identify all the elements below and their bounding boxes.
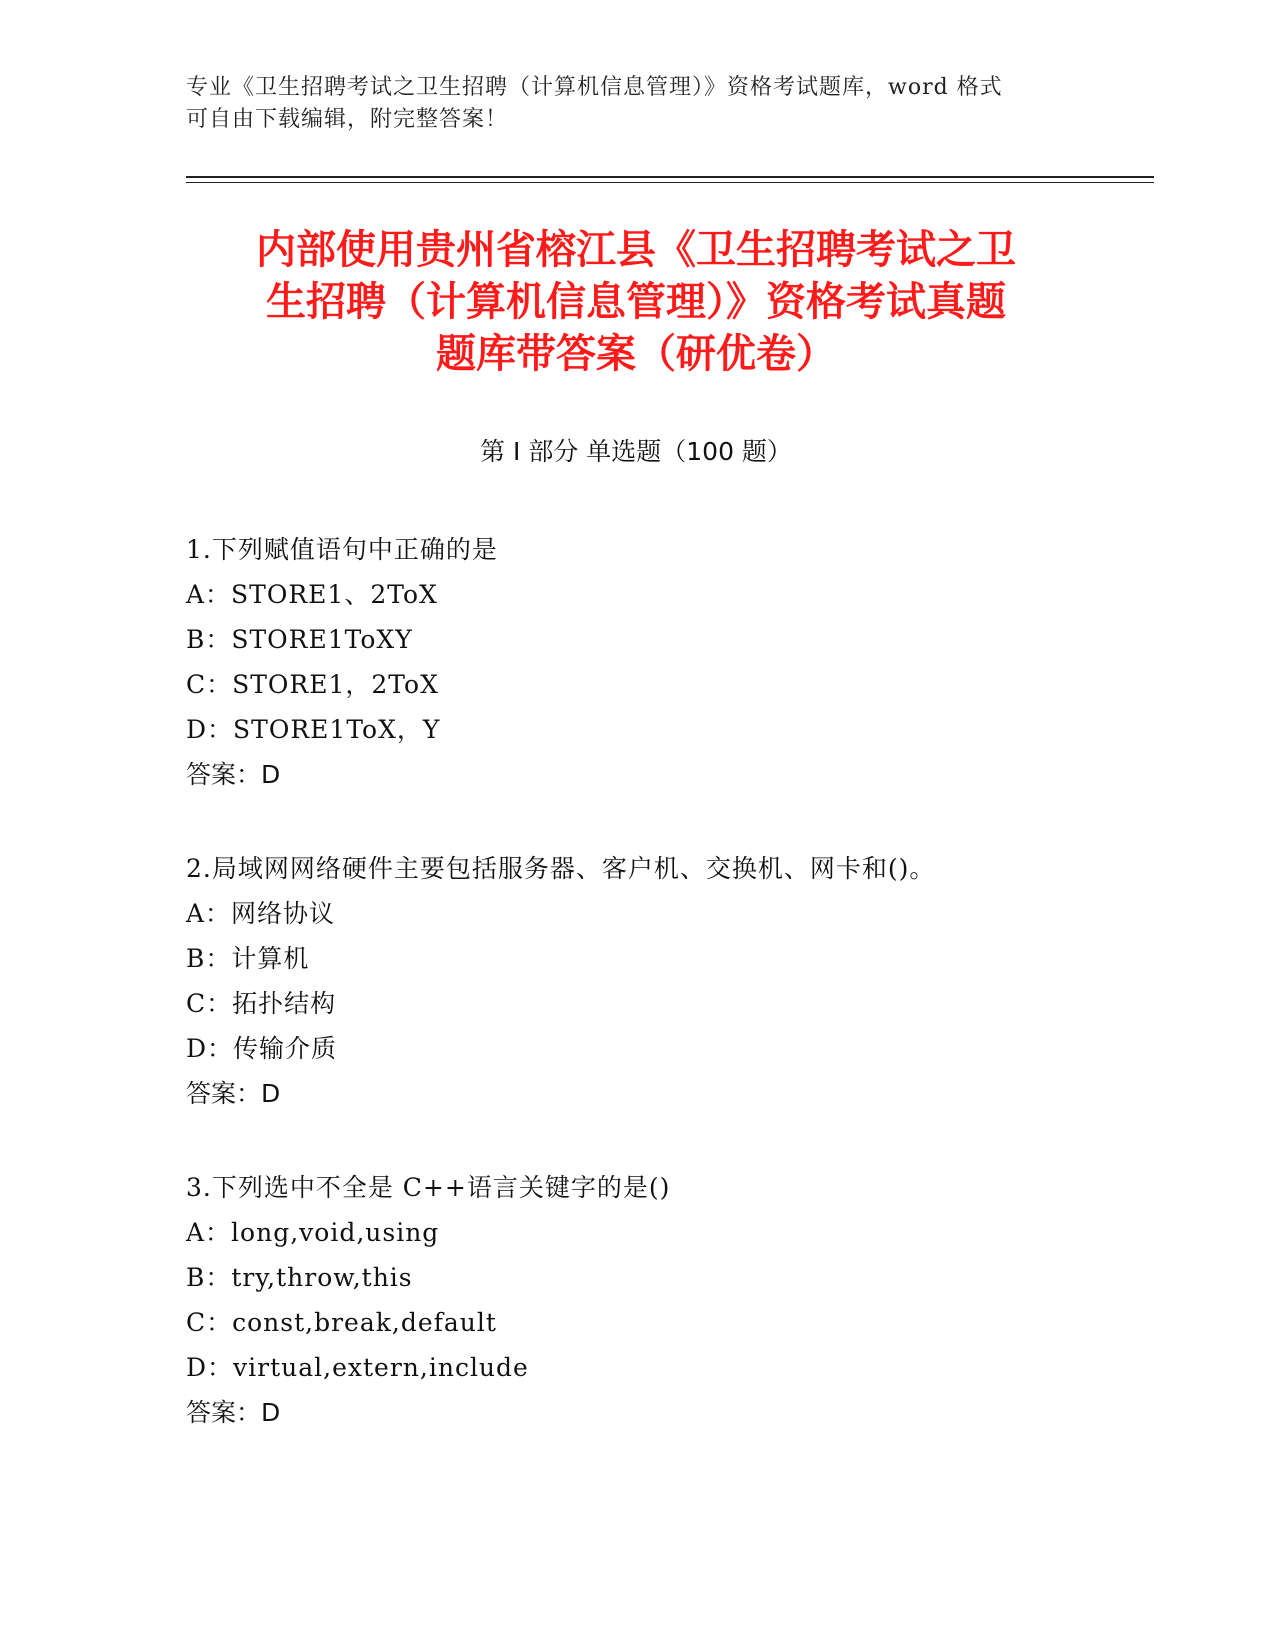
option-c: C：STORE1，2ToX (186, 670, 439, 699)
question-answer: 答案：D (186, 760, 281, 789)
option-a: A：STORE1、2ToX (186, 580, 438, 609)
option-d: D：virtual,extern,include (186, 1353, 529, 1382)
document-title (186, 224, 1086, 380)
header-divider-thin (186, 182, 1154, 183)
question-answer: 答案：D (186, 1079, 281, 1108)
question-stem: 3.下列选中不全是 C++语言关键字的是() (186, 1173, 671, 1202)
option-b: B：STORE1ToXY (186, 625, 413, 654)
option-d: D：传输介质 (186, 1034, 338, 1063)
option-b: B：try,throw,this (186, 1263, 413, 1292)
question-answer: 答案：D (186, 1398, 281, 1427)
option-c: C：拓扑结构 (186, 989, 337, 1018)
header-note (186, 72, 1066, 136)
question-stem: 1.下列赋值语句中正确的是 (186, 535, 498, 564)
question-stem: 2.局域网网络硬件主要包括服务器、客户机、交换机、网卡和()。 (186, 854, 936, 883)
option-d: D：STORE1ToX，Y (186, 715, 441, 744)
option-a: A：long,void,using (186, 1218, 440, 1247)
section-title: 第 I 部分 单选题（100 题） (480, 437, 792, 466)
option-c: C：const,break,default (186, 1308, 497, 1337)
document-title-line-2: 生招聘（计算机信息管理）》资格考试真题 (266, 279, 1006, 325)
option-b: B：计算机 (186, 944, 310, 973)
document-title-line-1: 内部使用贵州省榕江县《卫生招聘考试之卫 (256, 227, 1016, 273)
header-note-line-1: 专业《卫生招聘考试之卫生招聘（计算机信息管理）》资格考试题库，word 格式 (186, 75, 1003, 100)
document-title-line-3: 题库带答案（研优卷） (436, 331, 836, 377)
option-a: A：网络协议 (186, 899, 336, 928)
question-1 (186, 527, 1086, 797)
question-3 (186, 1165, 1086, 1435)
question-2 (186, 846, 1086, 1116)
header-note-line-2: 可自由下载编辑，附完整答案！ (186, 107, 509, 132)
header-divider-thick (186, 176, 1154, 178)
